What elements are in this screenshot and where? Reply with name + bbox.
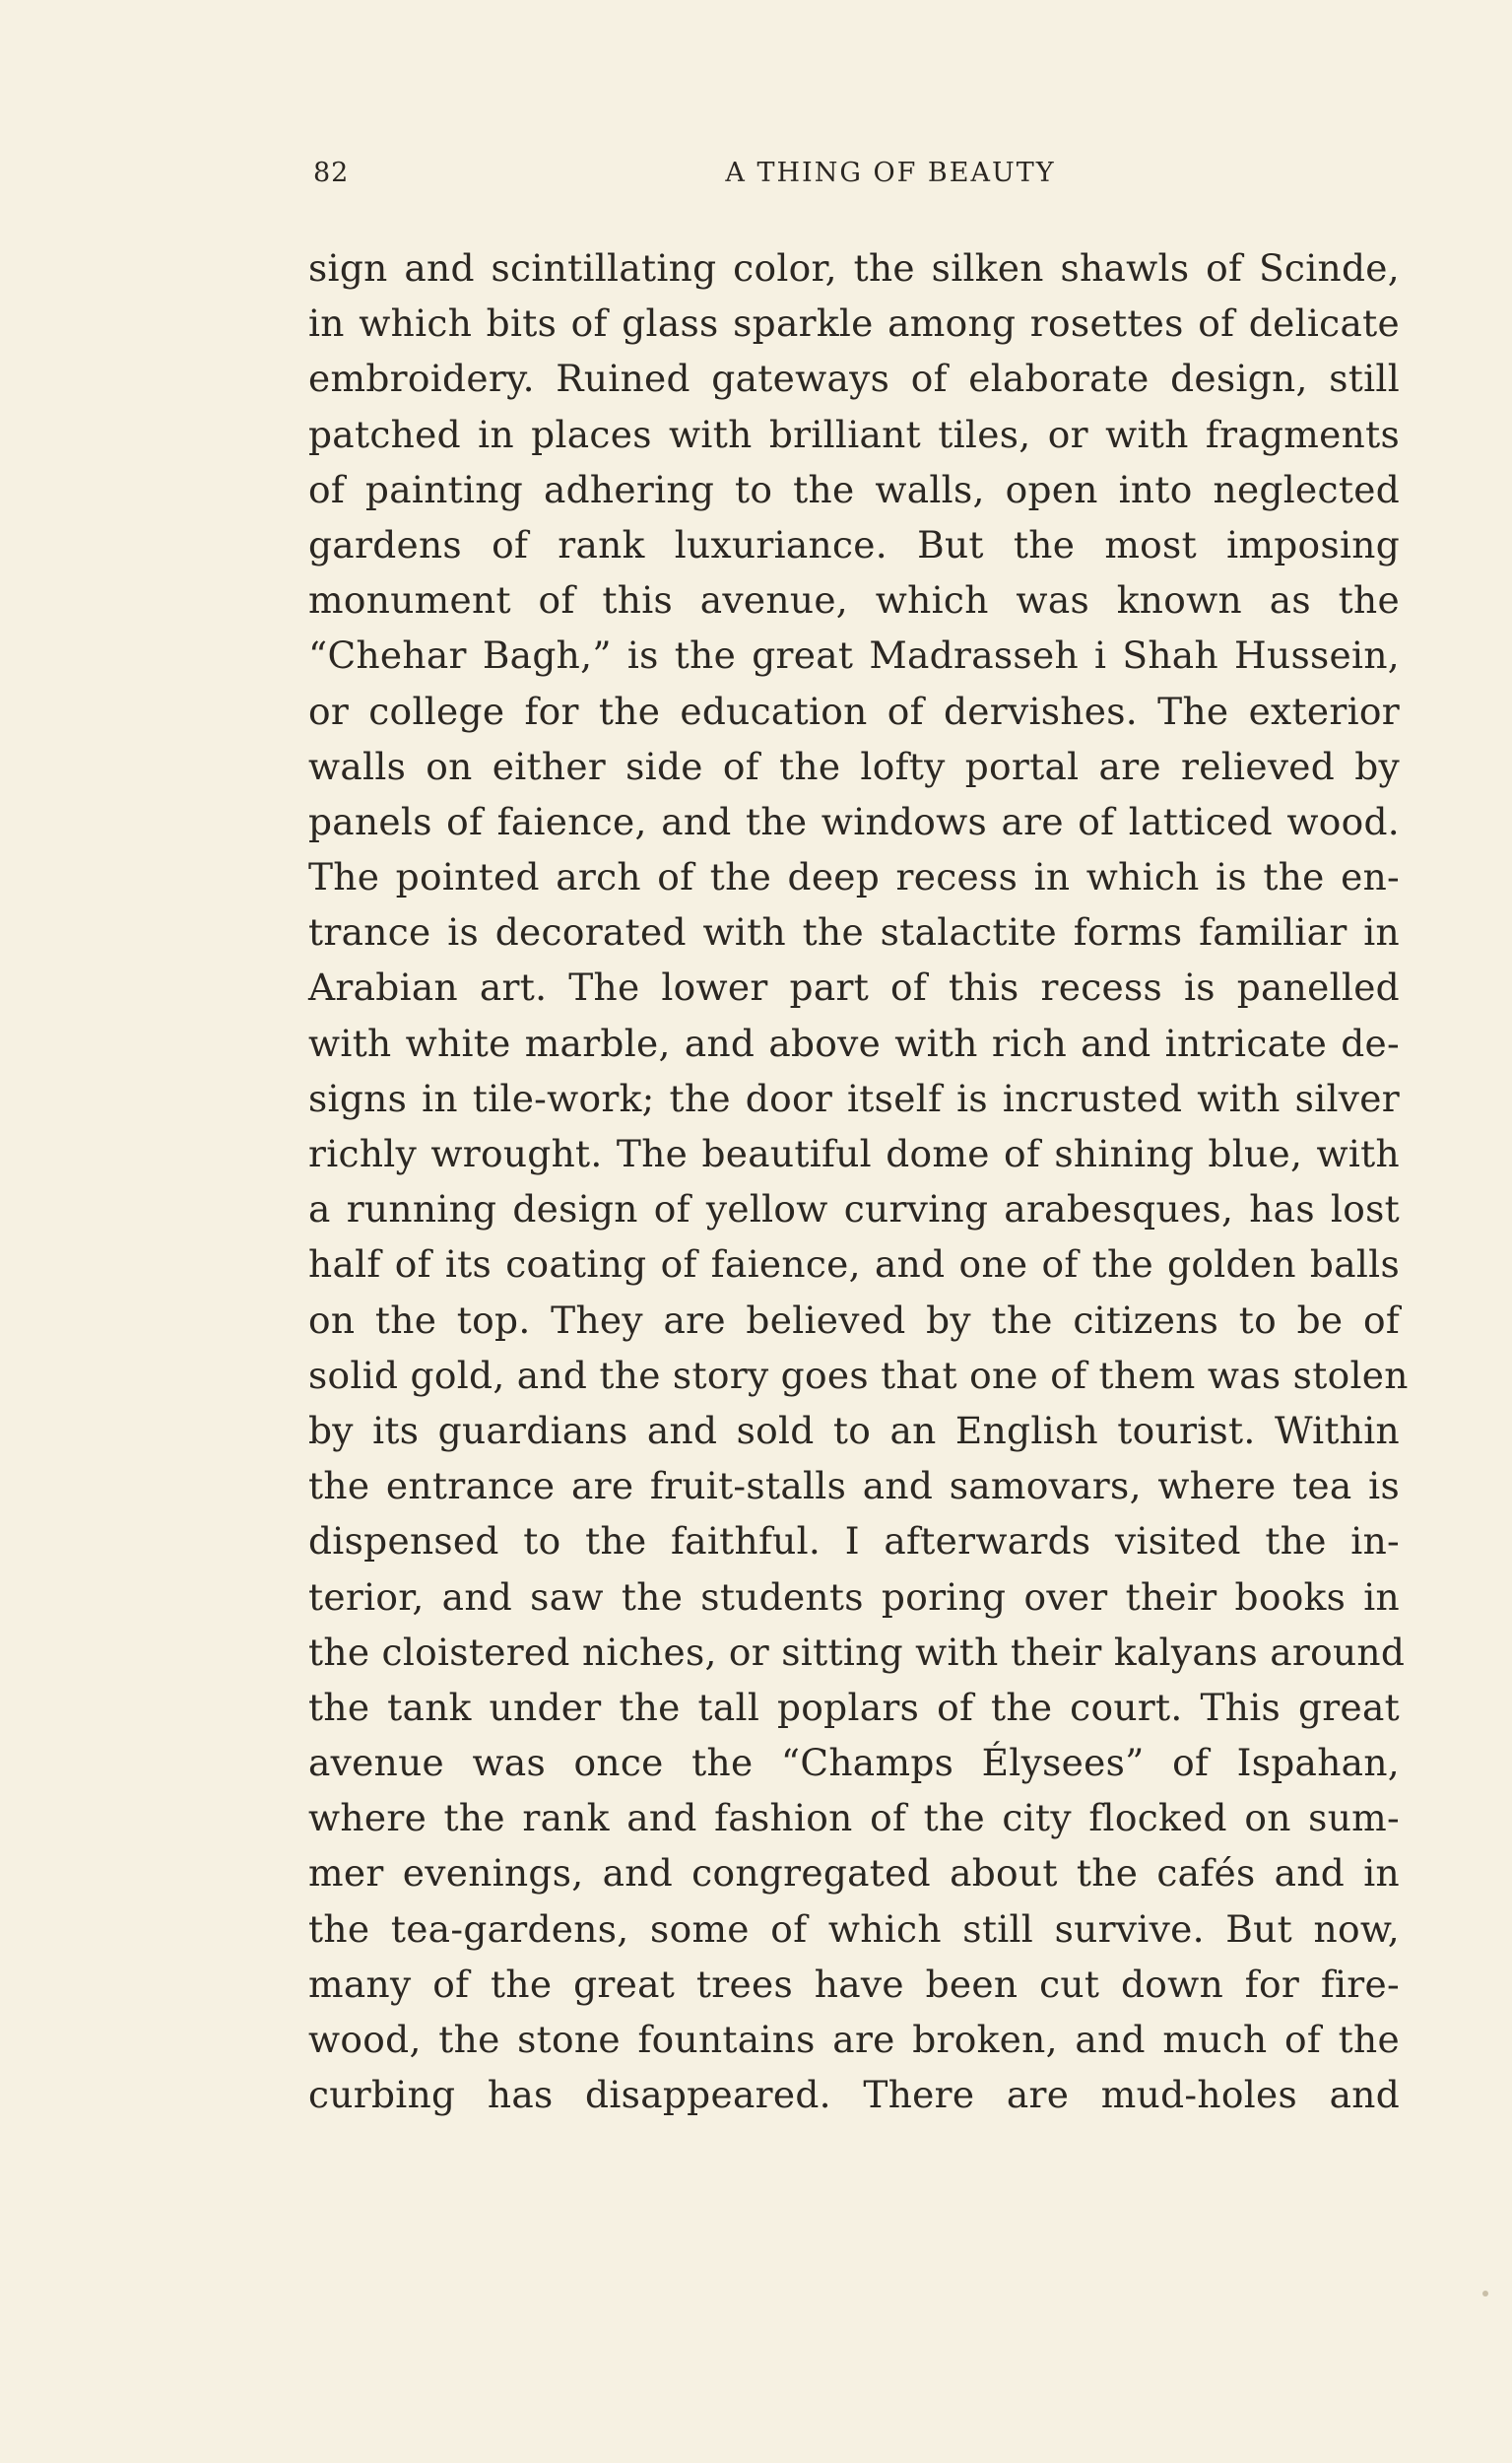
text-line: Arabian art. The lower part of this recess is panelled [308,965,1400,1010]
text-line: “Chehar Bagh,” is the great Madrasseh i Shah Hussein, [308,633,1400,678]
text-line: mer evenings, and congregated about the cafés and in [308,1851,1400,1896]
text-line: signs in tile-work; the door itself is incrusted with silver [308,1076,1400,1120]
page-header [313,158,1399,197]
text-line: a running design of yellow curving arabesques, has lost [308,1187,1400,1232]
text-line: avenue was once the “Champs Élysees” of Ispahan, [308,1741,1400,1785]
text-line: The pointed arch of the deep recess in which is the en- [308,855,1400,899]
text-line: walls on either side of the lofty portal are relieved by [308,744,1400,788]
text-line: wood, the stone fountains are broken, and much of the [308,2018,1400,2061]
text-line: patched in places with brilliant tiles, or with fragments [308,412,1400,456]
text-line: by its guardians and sold to an English tourist. Within [308,1408,1400,1452]
text-line: embroidery. Ruined gateways of elaborate design, still [308,357,1400,401]
text-line: in which bits of glass sparkle among rosettes of delicate [308,301,1400,346]
text-line: the tea-gardens, some of which still survive. But now, [308,1906,1400,1951]
text-line: on the top. They are believed by the citizens to be of [308,1298,1400,1342]
text-line: sign and scintillating color, the silken shawls of Scinde, [308,246,1400,290]
text-line: richly wrought. The beautiful dome of shining blue, with [308,1132,1400,1175]
running-title: A THING OF BEAUTY [725,158,1056,188]
text-line: of painting adhering to the walls, open into neglected [308,467,1400,511]
text-line: solid gold, and the story goes that one of them was stolen [308,1353,1409,1397]
text-line: the tank under the tall poplars of the court. This great [308,1685,1400,1729]
paper-speck [1482,2291,1488,2297]
text-line: where the rank and fashion of the city flocked on sum- [308,1796,1400,1840]
text-line: gardens of rank luxuriance. But the most imposing [308,522,1400,566]
body-text [308,240,1409,2122]
text-line: monument of this avenue, which was known as the [308,578,1400,623]
text-line: half of its coating of faience, and one of the golden balls [308,1242,1400,1287]
page-number: 82 [313,158,350,188]
text-line: the entrance are fruit-stalls and samovars, where tea is [308,1464,1400,1508]
text-line: panels of faience, and the windows are of latticed wood. [308,799,1400,843]
text-line: many of the great trees have been cut down for fire- [308,1962,1400,2006]
text-line: curbing has disappeared. There are mud-holes and [308,2073,1400,2117]
text-line: terior, and saw the students poring over their books in [308,1574,1400,1619]
text-line: trance is decorated with the stalactite forms familiar in [308,910,1400,955]
text-line: or college for the education of dervishes. The exterior [308,689,1400,733]
text-line: the cloistered niches, or sitting with their kalyans around [308,1630,1406,1674]
text-line: with white marble, and above with rich and intricate de- [308,1021,1400,1065]
text-line: dispensed to the faithful. I afterwards visited the in- [308,1519,1400,1564]
